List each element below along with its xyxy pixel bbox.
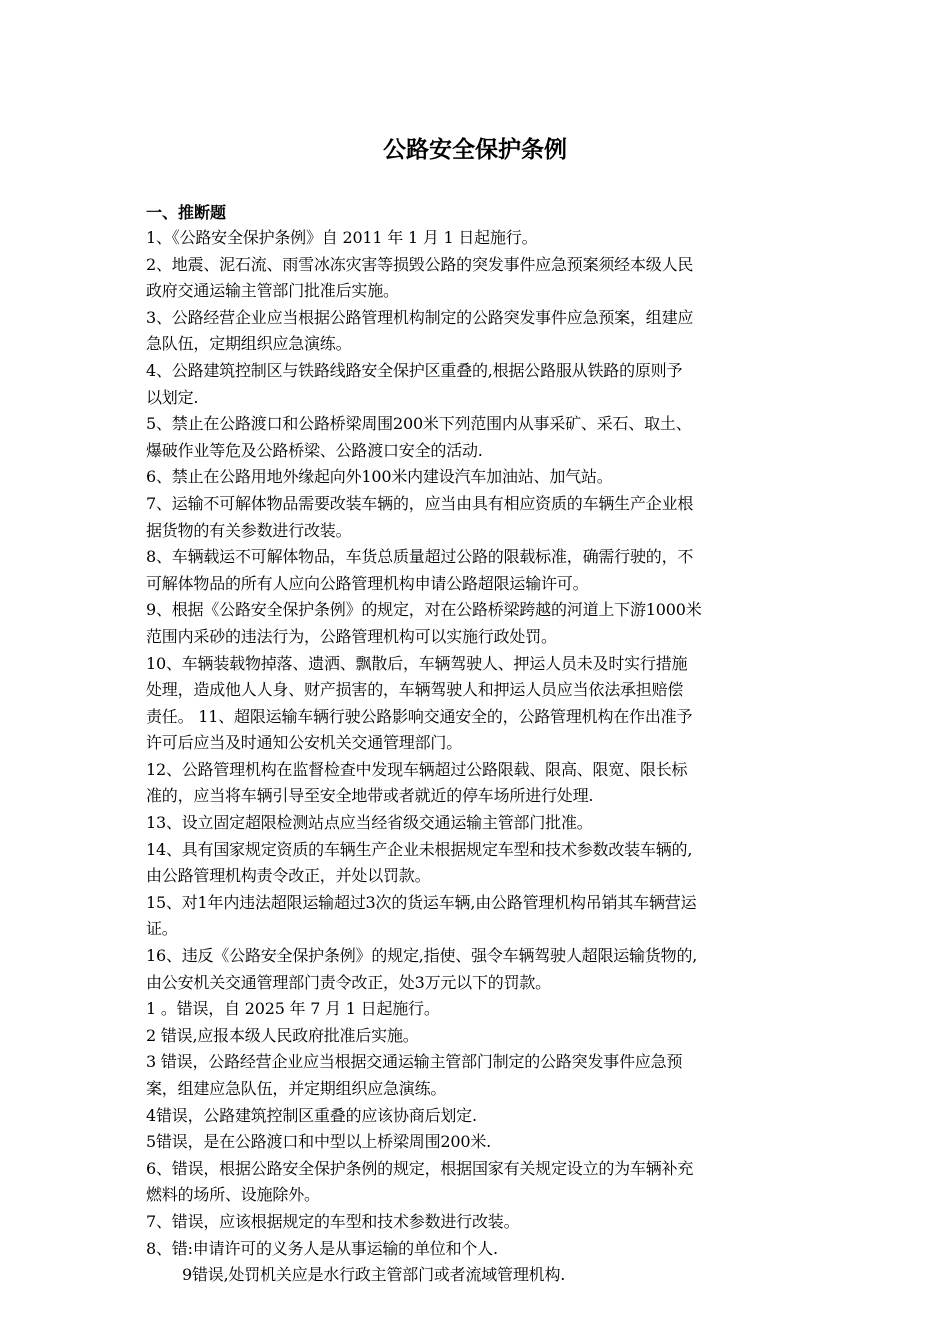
text-line: 4错误，公路建筑控制区重叠的应该协商后划定.	[146, 1105, 477, 1125]
paragraph	[146, 252, 816, 305]
text-line: 以划定.	[146, 387, 199, 407]
text-line: 9、根据《公路安全保护条例》的规定，对在公路桥梁跨越的河道上下游1000米	[146, 600, 702, 620]
text-line: 由公安机关交通管理部门责令改正，处3万元以下的罚款。	[146, 972, 551, 992]
text-line: 5、禁止在公路渡口和公路桥梁周围200米下列范围内从事采矿、采石、取土、	[146, 414, 692, 434]
paragraph	[146, 1236, 816, 1263]
text-line: 8、车辆载运不可解体物品，车货总质量超过公路的限载标准，确需行驶的，不	[146, 547, 694, 567]
text-line: 3 错误，公路经营企业应当根据交通运输主管部门制定的公路突发事件应急预	[146, 1052, 683, 1072]
text-line: 7、错误，应该根据规定的车型和技术参数进行改装。	[146, 1211, 520, 1231]
text-line: 燃料的场所、设施除外。	[146, 1185, 320, 1205]
paragraph	[146, 597, 816, 650]
paragraph	[146, 1129, 816, 1156]
paragraph	[146, 358, 816, 411]
text-line: 准的，应当将车辆引导至安全地带或者就近的停车场所进行处理.	[146, 786, 594, 806]
text-line: 范围内采砂的违法行为，公路管理机构可以实施行政处罚。	[146, 626, 557, 646]
page-title: 公路安全保护条例	[383, 137, 567, 163]
paragraph	[146, 1023, 816, 1050]
text-line: 急队伍，定期组织应急演练。	[146, 334, 352, 354]
text-line: 证。	[146, 919, 178, 939]
text-line: 12、公路管理机构在监督检查中发现车辆超过公路限载、限高、限宽、限长标	[146, 759, 688, 779]
paragraph	[146, 464, 816, 491]
text-line: 政府交通运输主管部门批准后实施。	[146, 281, 399, 301]
document-body	[146, 225, 816, 1289]
paragraph	[146, 810, 816, 837]
text-line: 15、对1年内违法超限运输超过3次的货运车辆,由公路管理机构吊销其车辆营运	[146, 892, 697, 912]
paragraph	[146, 837, 816, 890]
text-line: 13、设立固定超限检测站点应当经省级交通运输主管部门批准。	[146, 813, 593, 833]
paragraph	[146, 411, 816, 464]
text-line: 14、具有国家规定资质的车辆生产企业未根据规定车型和技术参数改装车辆的,	[146, 839, 693, 859]
paragraph	[146, 544, 816, 597]
text-line: 10、车辆装载物掉落、遗洒、飘散后，车辆驾驶人、押运人员未及时实行措施	[146, 653, 688, 673]
text-line: 4、公路建筑控制区与铁路线路安全保护区重叠的,根据公路服从铁路的原则予	[146, 360, 683, 380]
text-line: 许可后应当及时通知公安机关交通管理部门。	[146, 733, 463, 753]
text-line: 1 。错误，自 2025 年 7 月 1 日起施行。	[146, 999, 440, 1019]
paragraph	[146, 757, 816, 810]
text-line: 9错误,处罚机关应是水行政主管部门或者流域管理机构.	[182, 1265, 566, 1285]
text-line: 处理，造成他人人身、财产损害的，车辆驾驶人和押运人员应当依法承担赔偿	[146, 680, 684, 700]
paragraph	[146, 225, 816, 252]
text-line: 6、禁止在公路用地外缘起向外100米内建设汽车加油站、加气站。	[146, 467, 613, 487]
text-line: 6、错误，根据公路安全保护条例的规定，根据国家有关规定设立的为车辆补充	[146, 1158, 694, 1178]
paragraph	[146, 996, 816, 1023]
text-line: 据货物的有关参数进行改装。	[146, 520, 352, 540]
text-line: 2 错误,应报本级人民政府批准后实施。	[146, 1025, 419, 1045]
text-line: 爆破作业等危及公路桥梁、公路渡口安全的活动.	[146, 440, 483, 460]
paragraph	[146, 1209, 816, 1236]
paragraph	[146, 890, 816, 943]
text-line: 责任。 11、超限运输车辆行驶公路影响交通安全的，公路管理机构在作出准予	[146, 706, 693, 726]
paragraph	[146, 1262, 816, 1289]
text-line: 5错误，是在公路渡口和中型以上桥梁周围200米.	[146, 1132, 492, 1152]
paragraph	[146, 1049, 816, 1102]
text-line: 3、公路经营企业应当根据公路管理机构制定的公路突发事件应急预案，组建应	[146, 307, 694, 327]
text-line: 16、违反《公路安全保护条例》的规定,指使、强令车辆驾驶人超限运输货物的,	[146, 946, 698, 966]
paragraph	[146, 943, 816, 996]
text-line: 案，组建应急队伍，并定期组织应急演练。	[146, 1079, 447, 1098]
paragraph	[146, 491, 816, 544]
text-line: 8、错:申请许可的义务人是从事运输的单位和个人.	[146, 1238, 498, 1258]
text-line: 1、《公路安全保护条例》自 2011 年 1 月 1 日起施行。	[146, 228, 538, 247]
paragraph	[146, 305, 816, 358]
section-heading: 一、推断题	[146, 203, 227, 222]
text-line: 2、地震、泥石流、雨雪冰冻灾害等损毁公路的突发事件应急预案须经本级人民	[146, 254, 694, 274]
paragraph	[146, 1156, 816, 1209]
text-line: 由公路管理机构责令改正，并处以罚款。	[146, 866, 431, 886]
paragraph	[146, 651, 816, 757]
text-line: 可解体物品的所有人应向公路管理机构申请公路超限运输许可。	[146, 573, 589, 593]
text-line: 7、运输不可解体物品需要改装车辆的，应当由具有相应资质的车辆生产企业根	[146, 493, 694, 513]
paragraph	[146, 1103, 816, 1130]
